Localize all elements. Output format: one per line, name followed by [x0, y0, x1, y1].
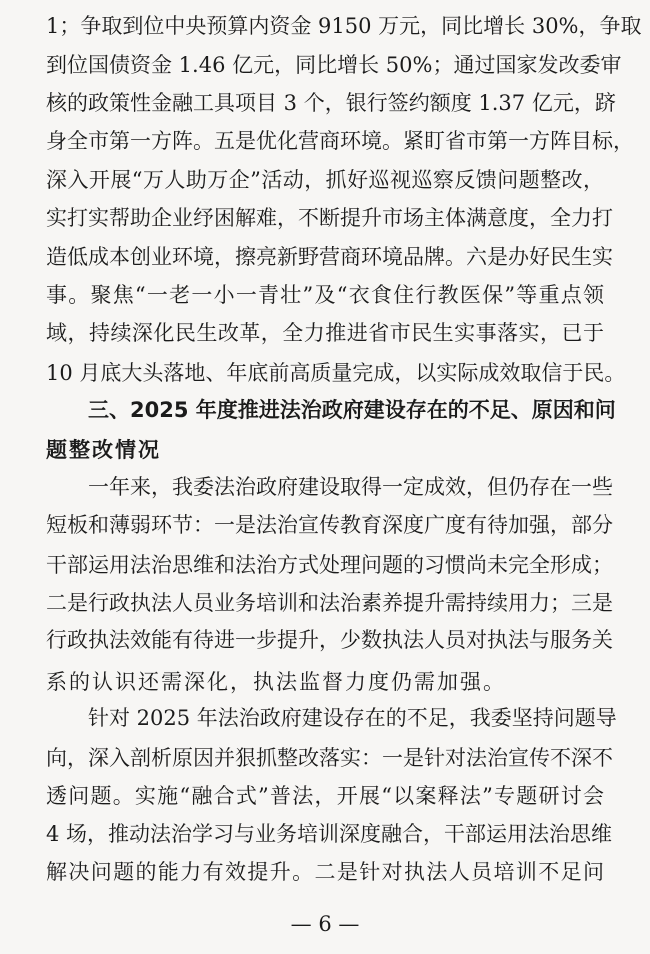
text-line: 4 场，推动法治学习与业务培训深度融合，干部运用法治思维 — [46, 822, 613, 846]
text-line: 核的政策性金融工具项目 3 个，银行签约额度 1.37 亿元，跻 — [46, 91, 616, 115]
text-line: 造低成本创业环境，擦亮新野营商环境品牌。六是办好民生实 — [46, 245, 613, 269]
text-line: 短板和薄弱环节：一是法治宣传教育深度广度有待加强，部分 — [46, 513, 613, 537]
text-line: 向，深入剖析原因并狠抓整改落实：一是针对法治宣传不深不 — [46, 746, 613, 770]
text-line: 二是行政执法人员业务培训和法治素养提升需持续用力；三是 — [46, 591, 613, 615]
text-line: 行政执法效能有待进一步提升，少数执法人员对执法与服务关 — [46, 628, 613, 652]
text-line: 干部运用法治思维和法治方式处理问题的习惯尚未完全形成； — [46, 553, 613, 577]
text-line: 解决问题的能力有效提升。二是针对执法人员培训不足问 — [46, 860, 604, 884]
text-line: 系的认识还需深化，执法监督力度仍需加强。 — [46, 670, 506, 694]
page-number: — 6 — — [290, 912, 360, 936]
text-line: 到位国债资金 1.46 亿元，同比增长 50%；通过国家发改委审 — [46, 53, 622, 77]
text-line: 1；争取到位中央预算内资金 9150 万元，同比增长 30%，争取 — [46, 14, 642, 38]
text-line: 一年来，我委法治政府建设取得一定成效，但仍存在一些 — [88, 475, 613, 499]
section-heading: 三、2025 年度推进法治政府建设存在的不足、原因和问 — [88, 398, 616, 422]
text-line: 透问题。实施“融合式”普法，开展“以案释法”专题研讨会 — [46, 784, 604, 808]
text-line: 针对 2025 年法治政府建设存在的不足，我委坚持问题导 — [88, 706, 617, 730]
text-line: 事。聚焦“一老一小一青壮”及“衣食住行教医保”等重点领 — [46, 283, 604, 307]
text-line: 域，持续深化民生改革，全力推进省市民生实事落实，已于 — [46, 321, 604, 345]
text-line: 10 月底大头落地、年底前高质量完成，以实际成效取信于民。 — [46, 361, 626, 385]
text-line: 身全市第一方阵。五是优化营商环境。紧盯省市第一方阵目标， — [46, 129, 634, 153]
text-line: 实打实帮助企业纾困解难，不断提升市场主体满意度，全力打 — [46, 206, 613, 230]
section-heading-continued: 题整改情况 — [46, 438, 161, 462]
text-line: 深入开展“万人助万企”活动，抓好巡视巡察反馈问题整改， — [46, 168, 604, 192]
